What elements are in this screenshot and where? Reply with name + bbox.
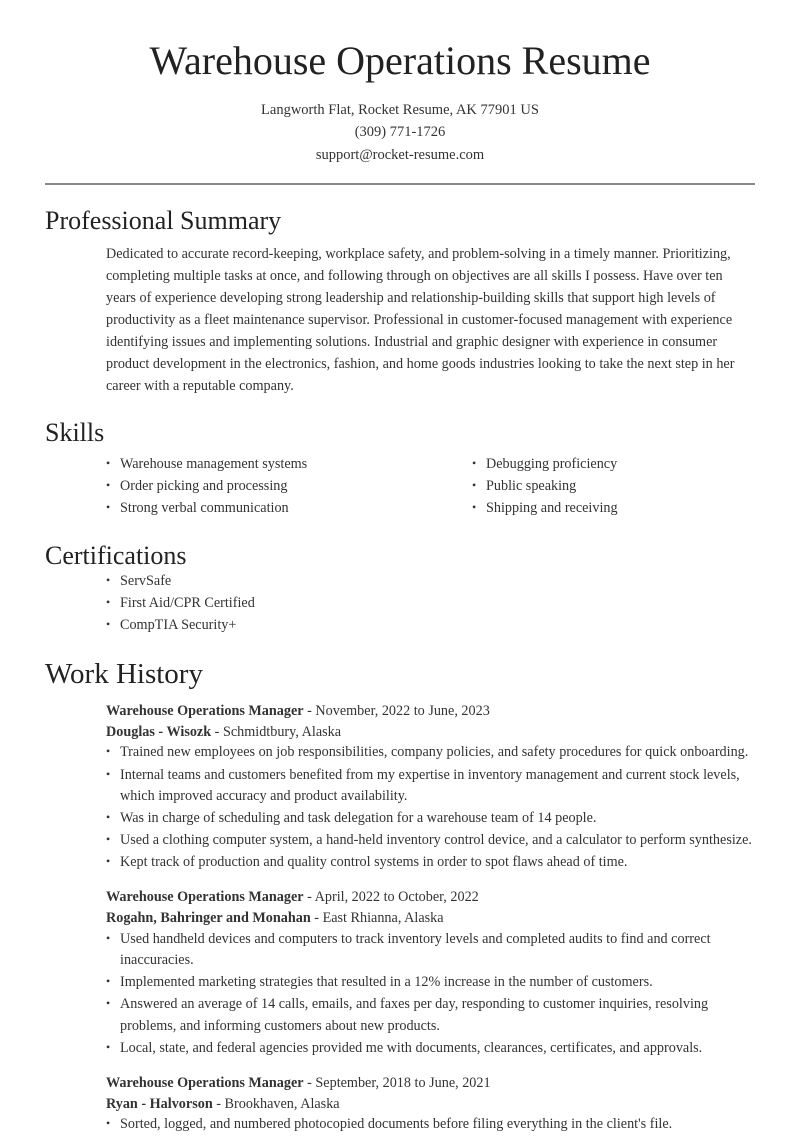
skills-list-left (106, 454, 429, 520)
page-title: Warehouse Operations Resume (149, 38, 651, 83)
job-title: Warehouse Operations Manager (106, 1075, 304, 1092)
professional-summary-text: Dedicated to accurate record-keeping, workplace safety, and problem-solving in a timely manner. Prioritizing, completing multiple tasks at once, and following through on objectives are all skills I possess. Have over ten years of experience developing strong leadership and relationship-building skills that support high levels of productivity as a fleet maintenance supervisor. Professional in customer-focused management with experience identifying issues and implementing solutions. Industrial and graphic designer with experience in consumer product development in the electronics, fashion, and home goods industries looking to take the next step in her career with a reputable company. (106, 245, 735, 394)
list-item: • Shipping and receiving (472, 498, 752, 520)
job-company: Douglas - Wisozk (106, 723, 212, 740)
work-history-entry (106, 692, 752, 874)
job-company-separator: - (310, 909, 323, 926)
list-item: • Strong verbal communication (106, 498, 429, 520)
skills-body (45, 448, 755, 520)
skills-column-right (429, 454, 752, 520)
professional-summary-heading: Professional Summary (45, 206, 282, 236)
job-dates: November, 2022 to June, 2023 (315, 703, 490, 720)
job-company: Ryan - Halvorson (106, 1095, 213, 1112)
list-item: • Internal teams and customers benefited from my expertise in inventory management and current stock levels, which improved accuracy and product availability. (106, 765, 752, 808)
contact-email: support@rocket-resume.com (315, 146, 485, 163)
list-item: • Debugging proficiency (472, 454, 752, 476)
job-title-line (106, 887, 752, 908)
job-company: Rogahn, Bahringer and Monahan (106, 909, 311, 926)
professional-summary-body (45, 237, 755, 397)
list-item: • Warehouse management systems (106, 454, 429, 476)
job-dates: April, 2022 to October, 2022 (314, 889, 479, 906)
job-title-separator: - (303, 1075, 316, 1092)
list-item: • Local, state, and federal agencies provided me with documents, clearances, certificates, and approvals. (106, 1038, 752, 1060)
list-item: • Was in charge of scheduling and task delegation for a warehouse team of 14 people. (106, 808, 752, 830)
list-item: • ServSafe (106, 571, 752, 593)
skills-list-right (472, 454, 752, 520)
list-item: • Order picking and processing (106, 476, 429, 498)
section-work-history (0, 637, 800, 1135)
certifications-list (106, 571, 752, 637)
certifications-body (45, 571, 755, 637)
job-bullets (106, 742, 752, 873)
section-certifications (0, 520, 800, 637)
contact-phone: (309) 771-1726 (354, 124, 446, 141)
job-title-line (106, 1073, 752, 1094)
work-history-entry (106, 1060, 752, 1136)
job-location: East Rhianna, Alaska (322, 909, 444, 926)
job-bullets (106, 929, 752, 1060)
skills-columns (106, 448, 752, 520)
section-professional-summary (0, 185, 800, 396)
list-item: • Answered an average of 14 calls, emails, and faxes per day, responding to customer inquiries, resolving problems, and informing customers about new products. (106, 994, 752, 1037)
job-dates: September, 2018 to June, 2021 (315, 1075, 491, 1092)
list-item: • Trained new employees on job responsibilities, company policies, and safety procedures for quick onboarding. (106, 742, 752, 764)
list-item: • Used handheld devices and computers to track inventory levels and completed audits to find and correct inaccuracies. (106, 929, 752, 972)
certifications-heading: Certifications (45, 541, 187, 571)
list-item: • Kept track of production and quality control systems in order to spot flaws ahead of time. (106, 852, 752, 874)
work-history-entry (106, 874, 752, 1059)
job-location: Brookhaven, Alaska (224, 1095, 340, 1112)
skills-column-left (106, 454, 429, 520)
list-item: • Implemented marketing strategies that resulted in a 12% increase in the number of customers. (106, 972, 752, 994)
list-item: • Public speaking (472, 476, 752, 498)
job-location: Schmidtbury, Alaska (222, 723, 342, 740)
list-item: • CompTIA Security+ (106, 615, 752, 637)
job-company-separator: - (211, 723, 223, 740)
job-title-separator: - (303, 703, 316, 720)
list-item: • First Aid/CPR Certified (106, 593, 752, 615)
list-item: • Used a clothing computer system, a hand-held inventory control device, and a calculator to perform synthesize. (106, 830, 752, 852)
work-history-heading: Work History (45, 658, 203, 691)
job-company-line (106, 1094, 752, 1115)
contact-address: Langworth Flat, Rocket Resume, AK 77901 US (261, 102, 539, 118)
job-company-line (106, 722, 752, 743)
job-title: Warehouse Operations Manager (106, 703, 304, 720)
job-company-line (106, 908, 752, 929)
job-title: Warehouse Operations Manager (106, 889, 304, 906)
skills-heading: Skills (45, 417, 105, 447)
job-title-separator: - (303, 889, 315, 906)
contact-info (0, 99, 800, 166)
job-title-line (106, 701, 752, 722)
list-item: • Sorted, logged, and numbered photocopied documents before filing everything in the client's file. (106, 1114, 752, 1136)
job-company-separator: - (212, 1095, 225, 1112)
section-skills (0, 397, 800, 520)
work-history-body (45, 692, 755, 1136)
job-bullets (106, 1114, 752, 1136)
